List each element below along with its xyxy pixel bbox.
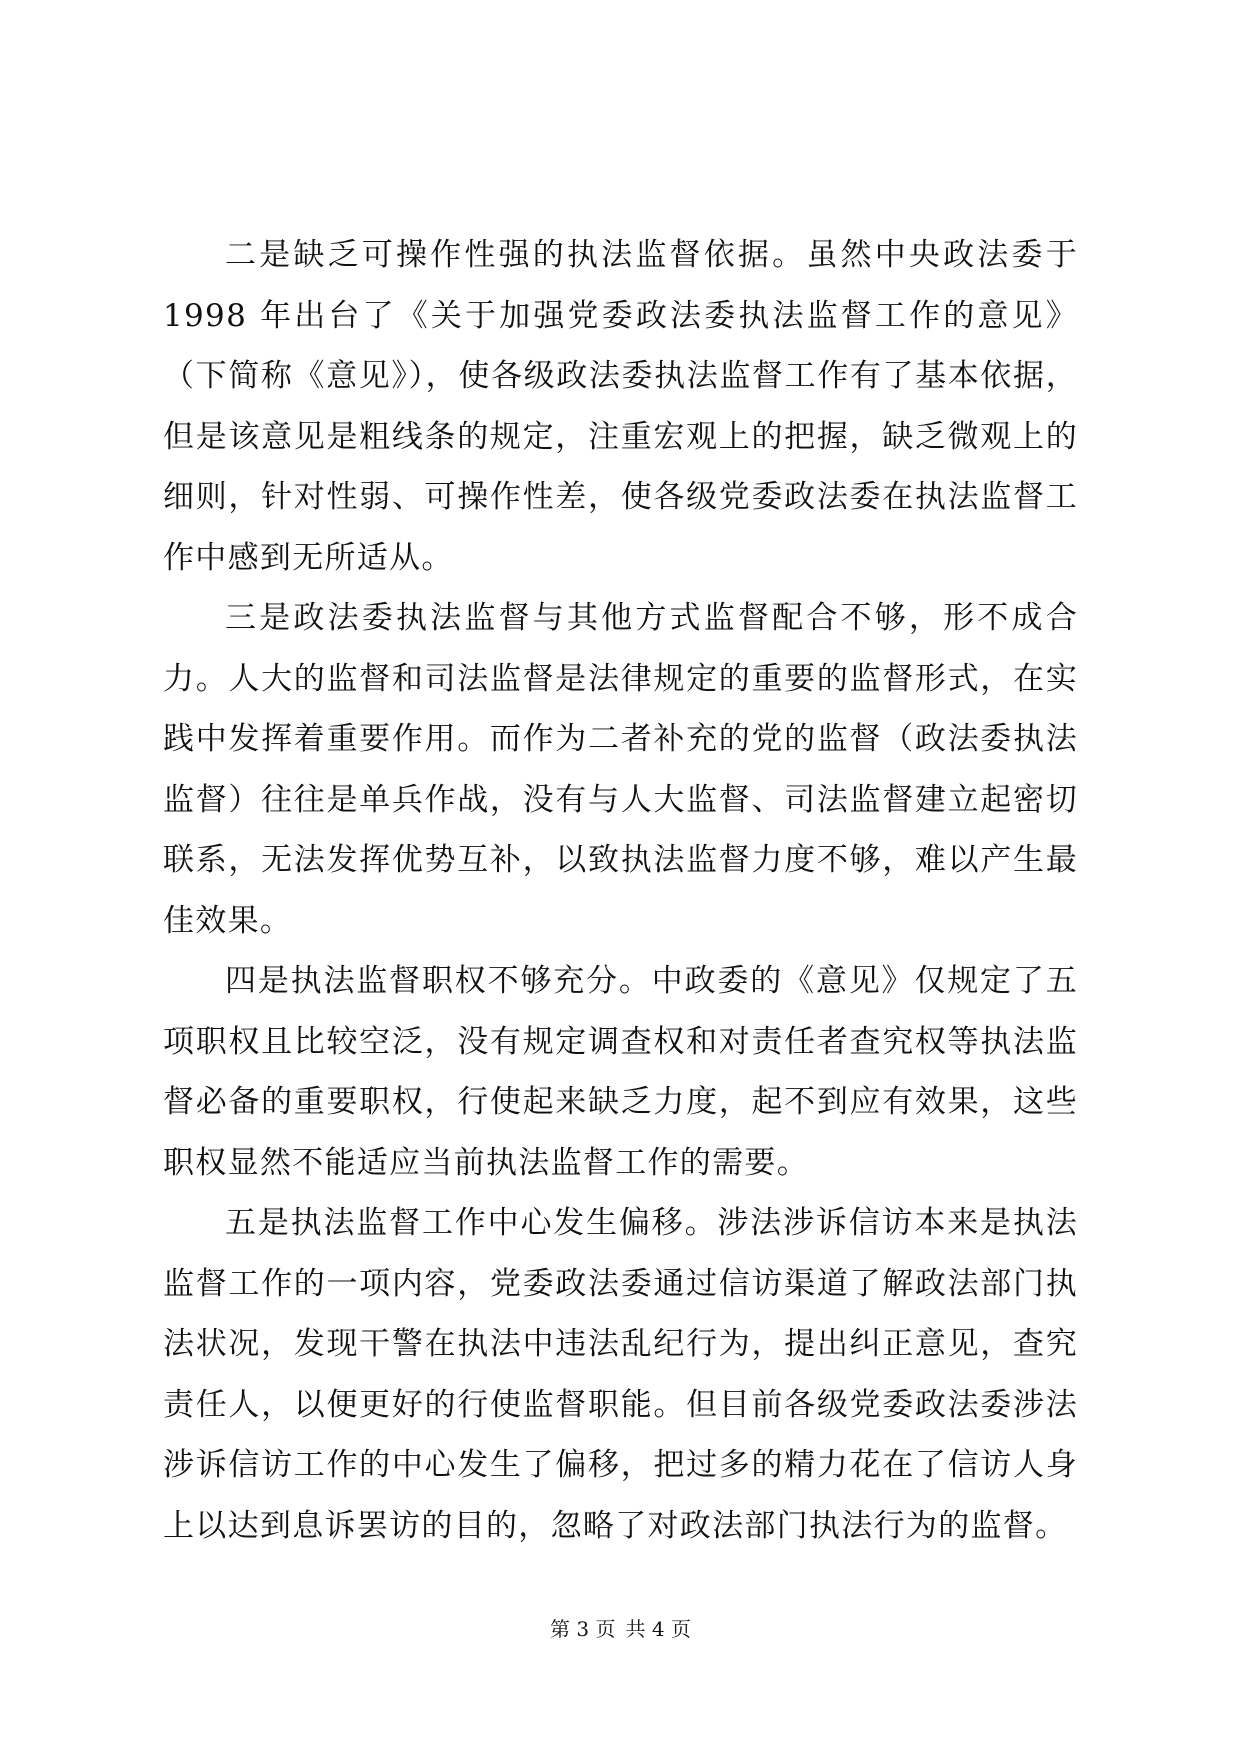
paragraph-5: 五是执法监督工作中心发生偏移。涉法涉诉信访本来是执法监督工作的一项内容，党委政法委通过信访渠道了解政法部门执法状况，发现干警在执法中违法乱纪行为，提出纠正意见，查究责任人，以便更好的行使监督职能。但目前各级党委政法委涉法涉诉信访工作的中心发生了偏移，把过多的精力花在了信访人身上以达到息诉罢访的目的，忽略了对政法部门执法行为的监督。 bbox=[163, 1205, 1078, 1544]
page-footer bbox=[0, 1614, 1241, 1644]
document-body bbox=[163, 225, 1078, 1556]
paragraph-4: 四是执法监督职权不够充分。中政委的《意见》仅规定了五项职权且比较空泛，没有规定调查权和对责任者查究权等执法监督必备的重要职权，行使起来缺乏力度，起不到应有效果，这些职权显然不能适应当前执法监督工作的需要。 bbox=[163, 963, 1078, 1181]
page-number: 第 3 页 bbox=[550, 1617, 616, 1641]
paragraph-2: 二是缺乏可操作性强的执法监督依据。虽然中央政法委于1998 年出台了《关于加强党委政法委执法监督工作的意见》（下简称《意见》），使各级政法委执法监督工作有了基本依据，但是该意见是粗线条的规定，注重宏观上的把握，缺乏微观上的细则，针对性弱、可操作性差，使各级党委政法委在执法监督工作中感到无所适从。 bbox=[163, 237, 1078, 576]
page-total: 共 4 页 bbox=[625, 1617, 691, 1641]
paragraph-3: 三是政法委执法监督与其他方式监督配合不够，形不成合力。人大的监督和司法监督是法律规定的重要的监督形式，在实践中发挥着重要作用。而作为二者补充的党的监督（政法委执法监督）往往是单兵作战，没有与人大监督、司法监督建立起密切联系，无法发挥优势互补，以致执法监督力度不够，难以产生最佳效果。 bbox=[163, 600, 1078, 939]
